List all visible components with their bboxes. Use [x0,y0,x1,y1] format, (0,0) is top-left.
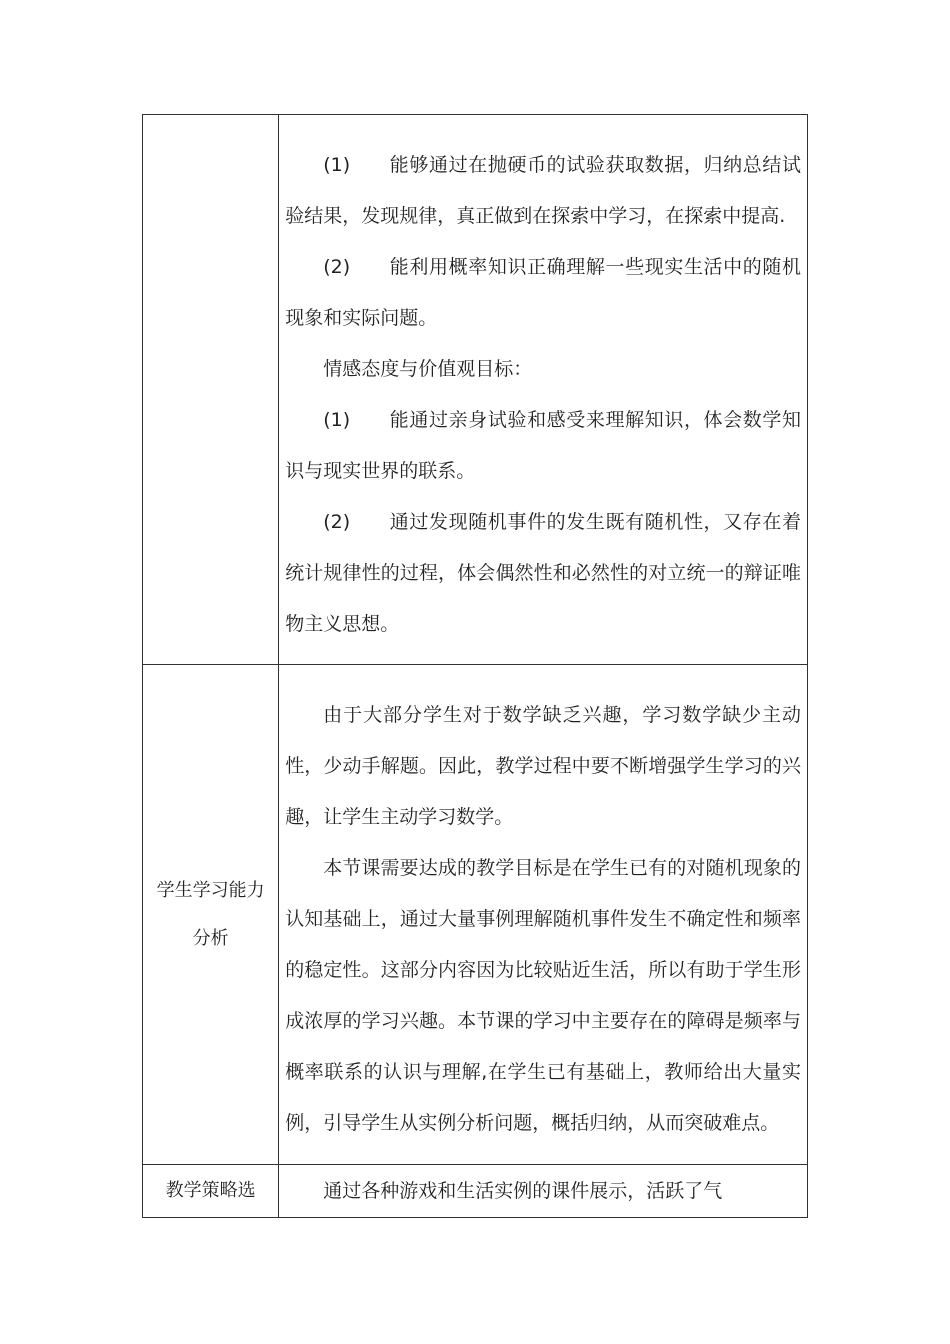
table-row-objectives [143,115,808,665]
paragraph [285,497,801,650]
table-row-strategy [143,1165,808,1218]
paragraph [285,140,801,242]
row-label: 教学策略选 [143,1165,279,1218]
paragraph-text: 能够通过在抛硬币的试验获取数据，归纳总结试验结果，发现规律，真正做到在探索中学习，在探索中提高. [285,153,801,227]
paragraph-text: 情感态度与价值观目标： [323,357,533,380]
row-content [279,115,808,665]
lesson-plan-table [142,114,808,1218]
paragraph-heading [285,344,801,395]
paragraph: 本节课需要达成的教学目标是在学生已有的对随机现象的认知基础上，通过大量事例理解随机事件发生不确定性和频率的稳定性。这部分内容因为比较贴近生活，所以有助于学生形成浓厚的学习兴趣。本节课的学习中主要存在的障碍是频率与概率联系的认识与理解,在学生已有基础上，教师给出大量实例，引导学生从实例分析问题，概括归纳，从而突破难点。 [285,857,801,1134]
row-content [279,1165,808,1218]
paragraph [285,242,801,344]
paragraph-text: 通过发现随机事件的发生既有随机性，又存在着统计规律性的过程，体会偶然性和必然性的对立统一的辩证唯物主义思想。 [285,510,801,635]
row-label: 学生学习能力分析 [143,665,279,1165]
item-number: (1) [323,153,351,176]
row-content [279,665,808,1165]
paragraph [285,395,801,497]
item-number: (1) [323,408,351,431]
item-number: (2) [323,255,351,278]
paragraph: 通过各种游戏和生活实例的课件展示，活跃了气 [323,1180,723,1202]
table-row-ability-analysis [143,665,808,1165]
item-number: (2) [323,510,351,533]
row-label [143,115,279,665]
paragraph: 由于大部分学生对于数学缺乏兴趣，学习数学缺少主动性，少动手解题。因此，教学过程中要不断增强学生学习的兴趣，让学生主动学习数学。 [285,704,801,828]
paragraph-text: 能通过亲身试验和感受来理解知识，体会数学知识与现实世界的联系。 [285,408,801,482]
paragraph-text: 能利用概率知识正确理解一些现实生活中的随机现象和实际问题。 [285,255,801,329]
